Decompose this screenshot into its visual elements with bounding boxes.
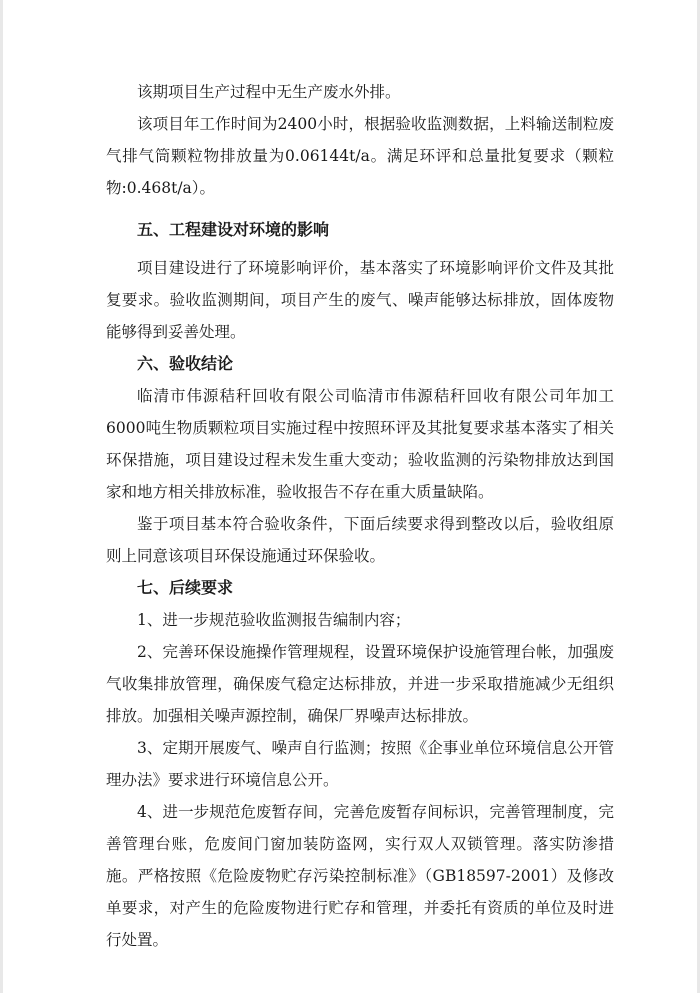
section-7-heading: 七、后续要求: [137, 578, 234, 597]
section-5-paragraph-1: 项目建设进行了环境影响评价，基本落实了环境影响评价文件及其批复要求。验收监测期间，项目产生的废气、噪声能够达标排放，固体废物能够得到妥善处理。: [106, 259, 614, 341]
requirement-item-2: 2、完善环保设施操作管理规程，设置环境保护设施管理台帐，加强废气收集排放管理，确保废气稳定达标排放，并进一步采取措施减少无组织排放。加强相关噪声源控制，确保厂界噪声达标排放。: [106, 643, 614, 725]
section-6-paragraph-1: 临清市伟源秸秆回收有限公司临清市伟源秸秆回收有限公司年加工6000吨生物质颗粒项目实施过程中按照环评及其批复要求基本落实了相关环保措施，项目建设过程未发生重大变动；验收监测的污染物排放达到国家和地方相关排放标准，验收报告不存在重大质量缺陷。: [106, 387, 614, 501]
intro-paragraph-2: 该项目年工作时间为2400小时，根据验收监测数据，上料输送制粒废气排气筒颗粒物排放量为0.06144t/a。满足环评和总量批复要求（颗粒物:0.468t/a）。: [106, 115, 614, 197]
section-6-heading: 六、验收结论: [137, 354, 234, 373]
section-6-paragraph-2: 鉴于项目基本符合验收条件，下面后续要求得到整改以后，验收组原则上同意该项目环保设施通过环保验收。: [106, 515, 614, 565]
requirement-item-3: 3、定期开展废气、噪声自行监测；按照《企事业单位环境信息公开管理办法》要求进行环境信息公开。: [106, 739, 614, 789]
section-5-heading: 五、工程建设对环境的影响: [137, 220, 330, 239]
requirement-item-1: 1、进一步规范验收监测报告编制内容；: [137, 611, 411, 629]
intro-paragraph-1: 该期项目生产过程中无生产废水外排。: [137, 83, 401, 101]
requirement-item-4: 4、进一步规范危废暂存间，完善危废暂存间标识，完善管理制度，完善管理台账，危废间门窗加装防盗网，实行双人双锁管理。落实防渗措施。严格按照《危险废物贮存污染控制标准》（GB18597-2001）及修改单要求，对产生的危险废物进行贮存和管理，并委托有资质的单位及时进行处置。: [106, 803, 614, 949]
page-edge-left: [0, 0, 3, 993]
